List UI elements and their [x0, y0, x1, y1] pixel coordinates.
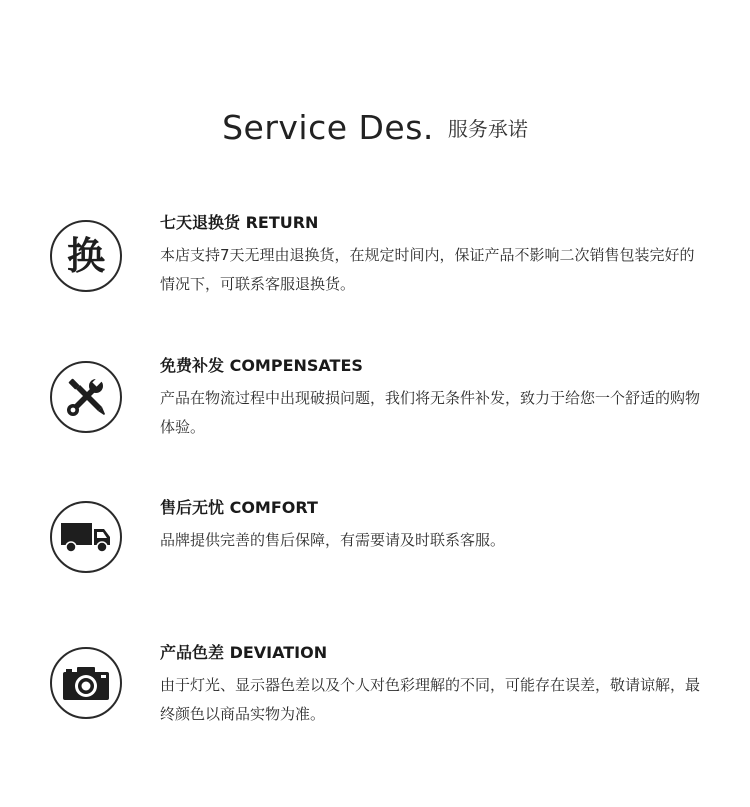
service-title: 产品色差 DEVIATION	[160, 643, 328, 662]
exchange-glyph: 换	[66, 234, 105, 278]
service-title: 免费补发 COMPENSATES	[160, 356, 363, 375]
tools-icon	[50, 361, 122, 433]
service-title: 售后无忧 COMFORT	[160, 498, 318, 517]
camera-icon	[50, 647, 122, 719]
page-title-en: Service Des.	[222, 108, 434, 147]
service-description: 本店支持7天无理由退换货，在规定时间内，保证产品不影响二次销售包装完好的情况下，可联系客服退换货。	[160, 246, 695, 293]
page-title-cn: 服务承诺	[447, 117, 528, 141]
service-text-comfort	[160, 497, 700, 555]
service-text-deviation	[160, 642, 700, 729]
camera-icon-svg	[61, 664, 111, 702]
tools-icon-svg	[64, 375, 108, 419]
truck-icon	[50, 501, 122, 573]
service-text-compensates	[160, 355, 700, 442]
service-description: 品牌提供完善的售后保障，有需要请及时联系客服。	[160, 531, 506, 549]
service-item-return	[0, 212, 750, 342]
truck-icon-svg	[60, 520, 112, 554]
service-text-return	[160, 212, 700, 299]
service-item-compensates	[0, 355, 750, 485]
service-item-deviation	[0, 642, 750, 772]
service-item-comfort	[0, 497, 750, 627]
exchange-glyph-icon	[50, 220, 122, 292]
page-header	[0, 108, 750, 147]
service-description: 产品在物流过程中出现破损问题，我们将无条件补发，致力于给您一个舒适的购物体验。	[160, 389, 701, 436]
service-description: 由于灯光、显示器色差以及个人对色彩理解的不同，可能存在误差，敬请谅解，最终颜色以商品实物为准。	[160, 676, 701, 723]
service-title: 七天退换货 RETURN	[160, 213, 319, 232]
